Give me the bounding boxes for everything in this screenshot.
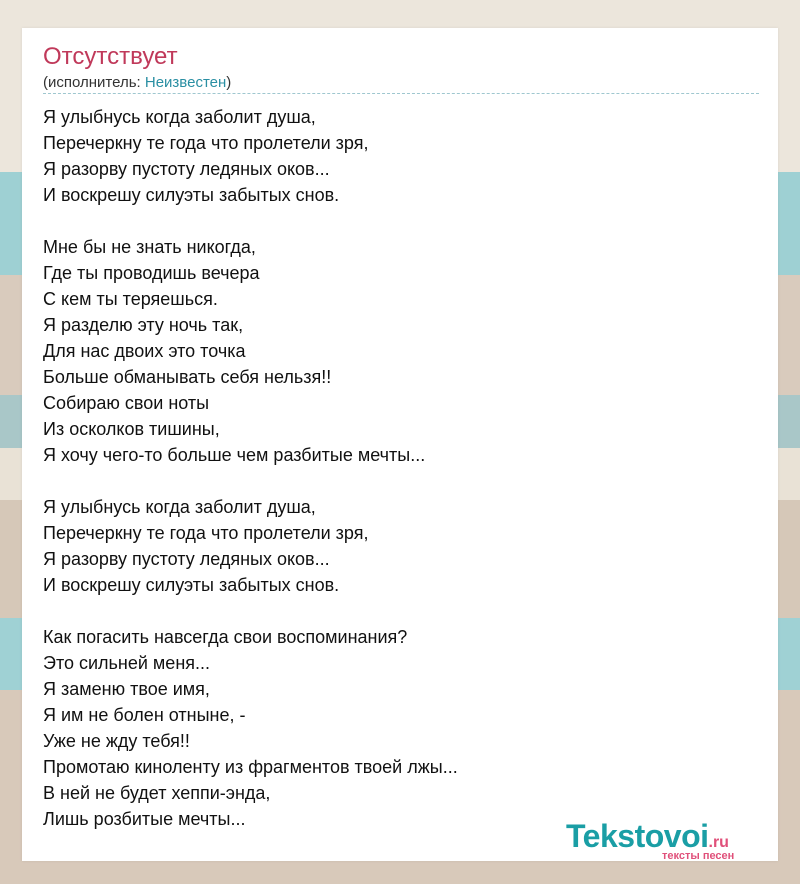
lyric-line: И воскрешу силуэты забытых снов. <box>43 185 340 205</box>
lyric-line: Собираю свои ноты <box>43 393 210 413</box>
lyric-line: Я разделю эту ночь так, <box>43 315 244 335</box>
lyric-line: Уже не жду тебя!! <box>43 731 190 751</box>
lyric-line: Я разорву пустоту ледяных оков... <box>43 549 330 569</box>
song-title: Отсутствует <box>43 43 178 70</box>
lyric-line: В ней не будет хеппи-энда, <box>43 783 271 803</box>
lyric-line: Я улыбнусь когда заболит душа, <box>43 107 316 127</box>
artist-line <box>43 74 231 91</box>
lyric-line: Лишь розбитые мечты... <box>43 809 246 829</box>
lyric-line: Для нас двоих это точка <box>43 341 246 361</box>
lyric-line: Я улыбнусь когда заболит душа, <box>43 497 316 517</box>
lyric-line: Перечеркну те года что пролетели зря, <box>43 133 369 153</box>
stanza-gap <box>43 208 759 234</box>
title-divider <box>43 93 759 94</box>
logo-tagline: тексты песен <box>662 850 735 862</box>
stanza-gap <box>43 598 759 624</box>
artist-link[interactable]: Неизвестен <box>144 74 227 91</box>
lyric-line: Мне бы не знать никогда, <box>43 237 256 257</box>
lyric-line: Промотаю киноленту из фрагментов твоей лжы... <box>43 757 458 777</box>
lyric-line: Перечеркну те года что пролетели зря, <box>43 523 369 543</box>
lyric-line: Это сильней меня... <box>43 653 211 673</box>
lyric-line: Я хочу чего-то больше чем разбитые мечты... <box>43 445 426 465</box>
lyric-line: Где ты проводишь вечера <box>43 263 260 283</box>
lyric-line: С кем ты теряешься. <box>43 289 218 309</box>
logo-tld: .ru <box>708 834 729 851</box>
lyric-line: Из осколков тишины, <box>43 419 220 439</box>
artist-prefix: (исполнитель: <box>43 74 145 91</box>
lyric-line: Я заменю твое имя, <box>43 679 210 699</box>
site-logo[interactable] <box>566 818 776 862</box>
lyrics-text <box>43 104 759 832</box>
artist-suffix: ) <box>226 74 232 91</box>
lyric-line: Больше обманывать себя нельзя!! <box>43 367 332 387</box>
lyric-line: Я разорву пустоту ледяных оков... <box>43 159 330 179</box>
lyric-line: Я им не болен отныне, - <box>43 705 246 725</box>
lyric-line: Как погасить навсегда свои воспоминания? <box>43 627 408 647</box>
stanza-gap <box>43 468 759 494</box>
lyrics-card <box>22 28 778 861</box>
logo-name: Tekstovoi <box>566 818 709 854</box>
lyric-line: И воскрешу силуэты забытых снов. <box>43 575 340 595</box>
